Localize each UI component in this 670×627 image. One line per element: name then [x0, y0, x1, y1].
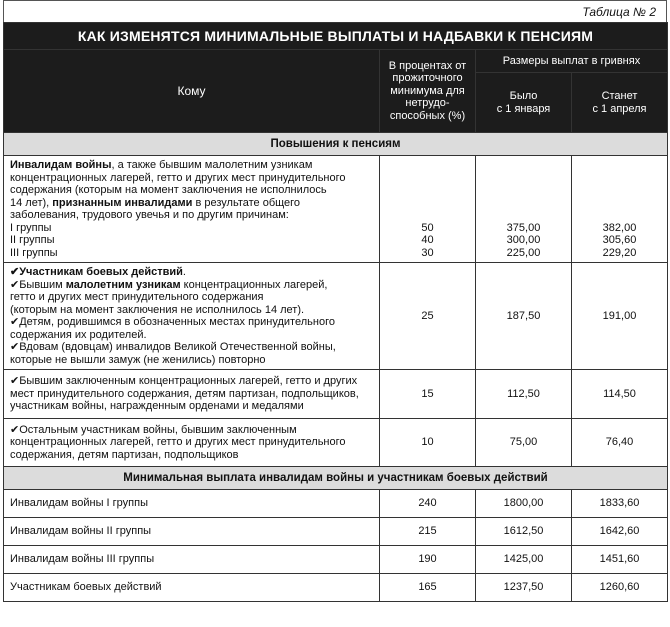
header-percent: В процентах от прожиточного минимума для нетрудо- способных (%)	[380, 50, 476, 133]
row2-description: ✔Участникам боевых действий. ✔Бывшим малолетним узникам концентрационных лагерей, гетто и других мест принудительного содержания (которым на момент заключения не исполнилось 14 лет). ✔Детям, родившимся в обозначенных местах принудительного содержания их родителей. ✔Вдовам (вдовцам) инвалидов Великой Отечественной войны, которые не вышли замуж (не женились) повторно	[4, 263, 380, 370]
row2-was: 187,50	[476, 263, 572, 370]
row1-description: Инвалидам войны, а также бывшим малолетним узникам концентрационных лагерей, гетто и других мест принудительного содержания (которым на момент заключения не исполнилось 14 лет), признанным инвалидами в результате общего заболевания, трудового увечья и по другим причинам: I группы II группы III группы	[4, 156, 380, 263]
section-pension-increases: Повышения к пенсиям	[4, 133, 668, 156]
min-row-will: 1833,60	[572, 490, 668, 518]
table-row	[4, 370, 668, 419]
min-row-label: Инвалидам войны II группы	[4, 518, 380, 546]
min-row-label: Участникам боевых действий	[4, 574, 380, 602]
row3-was: 112,50	[476, 370, 572, 419]
section-minimum-payment: Минимальная выплата инвалидам войны и участникам боевых действий	[4, 467, 668, 490]
table-row	[4, 574, 668, 602]
document	[3, 0, 667, 602]
table-row	[4, 490, 668, 518]
min-row-label: Инвалидам войны III группы	[4, 546, 380, 574]
row3-will: 114,50	[572, 370, 668, 419]
row4-will: 76,40	[572, 418, 668, 467]
table-caption: Таблица № 2	[3, 0, 667, 22]
min-row-percent: 240	[380, 490, 476, 518]
row4-description: ✔Остальным участникам войны, бывшим заключенным концентрационных лагерей, гетто и других мест принудительного содержания, детям партизан, подпольщиков	[4, 418, 380, 467]
min-row-was: 1800,00	[476, 490, 572, 518]
min-row-will: 1260,60	[572, 574, 668, 602]
row1-will: 382,00 305,60 229,20	[572, 156, 668, 263]
table-row	[4, 546, 668, 574]
min-row-percent: 215	[380, 518, 476, 546]
row1-percent: 50 40 30	[380, 156, 476, 263]
payments-table	[3, 22, 668, 602]
row3-percent: 15	[380, 370, 476, 419]
row2-will: 191,00	[572, 263, 668, 370]
min-row-percent: 190	[380, 546, 476, 574]
min-row-was: 1425,00	[476, 546, 572, 574]
header-will: Станет с 1 апреля	[572, 73, 668, 133]
row4-was: 75,00	[476, 418, 572, 467]
table-row	[4, 156, 668, 263]
row4-percent: 10	[380, 418, 476, 467]
table-row	[4, 418, 668, 467]
min-row-will: 1642,60	[572, 518, 668, 546]
header-kome: Кому	[4, 50, 380, 133]
min-row-will: 1451,60	[572, 546, 668, 574]
min-row-was: 1612,50	[476, 518, 572, 546]
min-row-label: Инвалидам войны I группы	[4, 490, 380, 518]
row2-percent: 25	[380, 263, 476, 370]
row3-description: ✔Бывшим заключенным концентрационных лагерей, гетто и других мест принудительного содержания, детям партизан, подпольщиков, участникам войны, награжденным орденами и медалями	[4, 370, 380, 419]
table-title: КАК ИЗМЕНЯТСЯ МИНИМАЛЬНЫЕ ВЫПЛАТЫ И НАДБАВКИ К ПЕНСИЯМ	[4, 23, 668, 50]
header-sizes: Размеры выплат в гривнях	[476, 50, 668, 73]
min-row-percent: 165	[380, 574, 476, 602]
header-was: Было с 1 января	[476, 73, 572, 133]
table-row	[4, 518, 668, 546]
min-row-was: 1237,50	[476, 574, 572, 602]
table-row	[4, 263, 668, 370]
row1-was: 375,00 300,00 225,00	[476, 156, 572, 263]
